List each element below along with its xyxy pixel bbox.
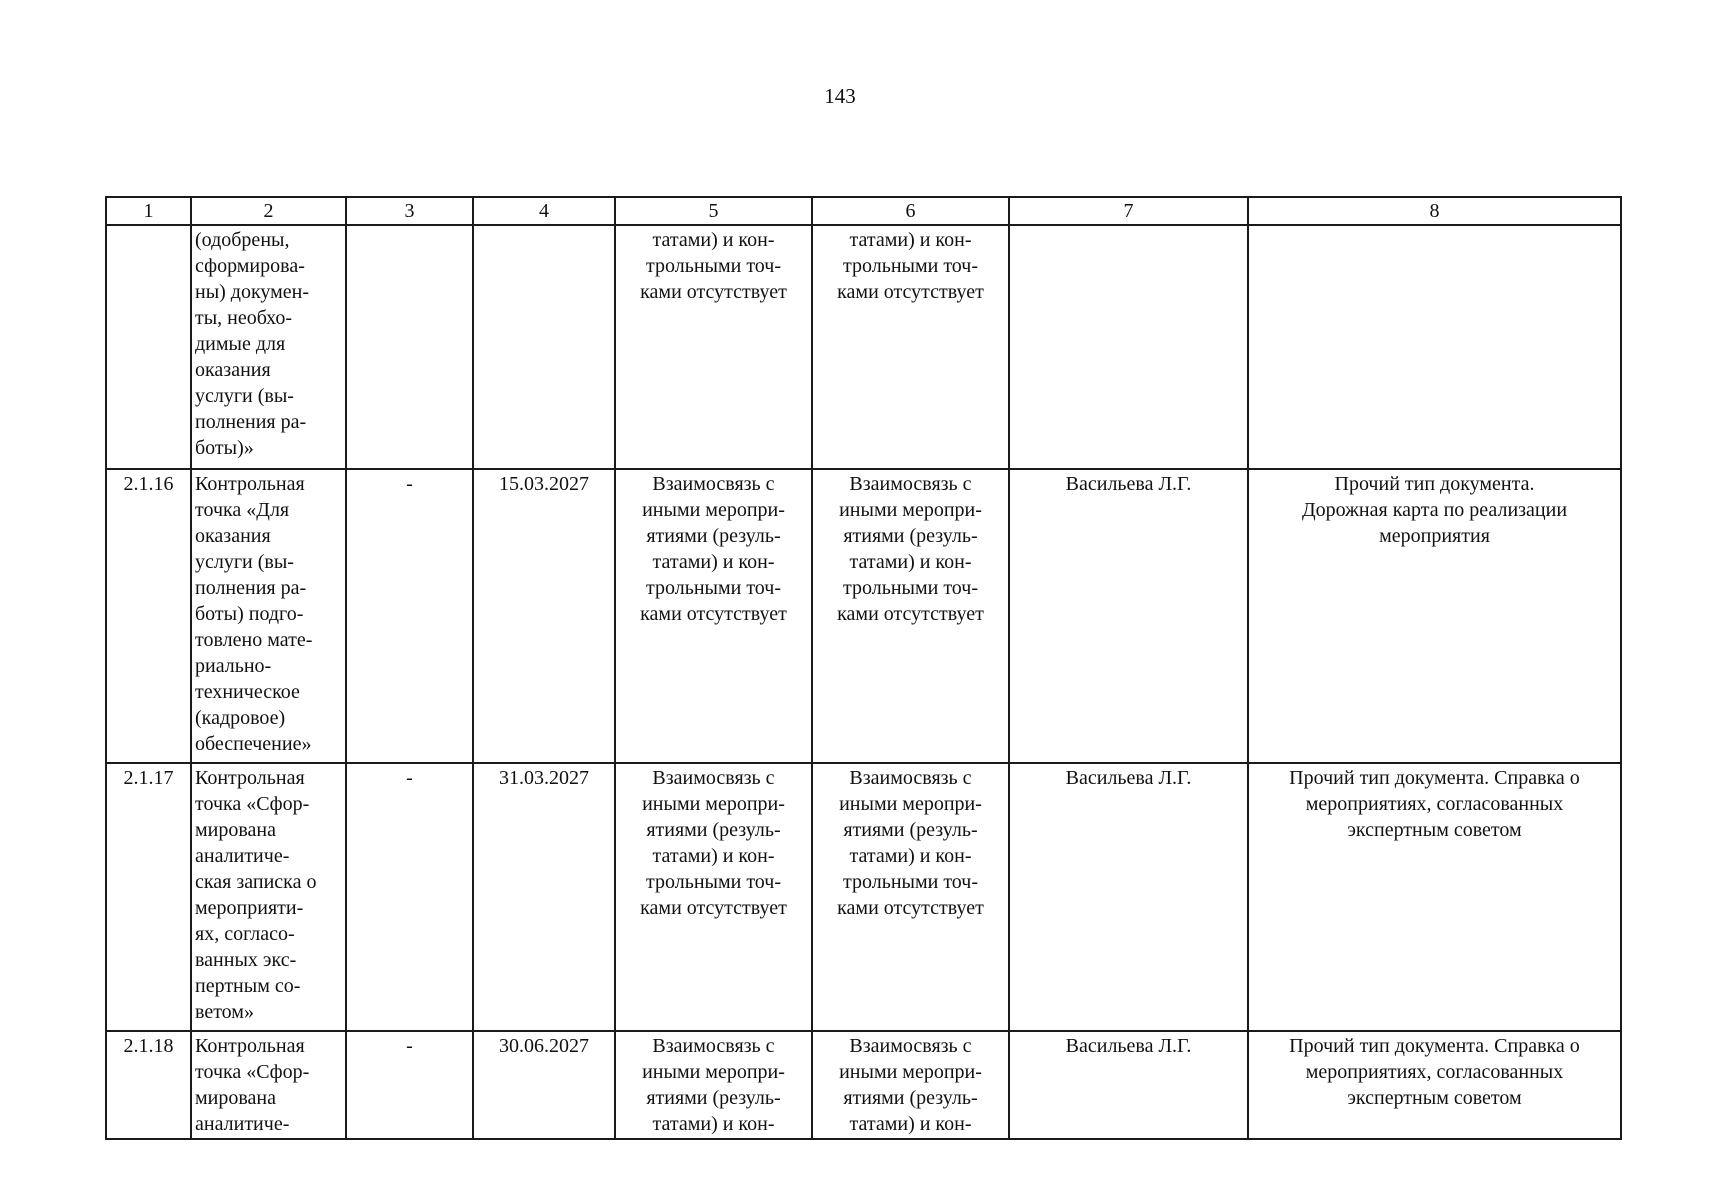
header-col-7: 7 [1009,197,1248,225]
row-number: 2.1.17 [106,763,191,1031]
predecessor-links: татами) и кон- трольными точ- ками отсутствует [615,225,812,469]
header-col-5: 5 [615,197,812,225]
header-col-6: 6 [812,197,1009,225]
deadline-date [473,225,615,469]
predecessor-links: Взаимосвязь с иными меропри- ятиями (резуль- татами) и кон- трольными точ- ками отсутствует [615,469,812,763]
table-row [106,763,1621,1031]
header-col-3: 3 [346,197,473,225]
deadline-date: 15.03.2027 [473,469,615,763]
header-col-8: 8 [1248,197,1621,225]
responsible-person: Васильева Л.Г. [1009,763,1248,1031]
measure-name: Контрольная точка «Сфор- мирована аналитиче- [191,1031,346,1139]
header-col-2: 2 [191,197,346,225]
document-type [1248,225,1621,469]
successor-links: Взаимосвязь с иными меропри- ятиями (резуль- татами) и кон- трольными точ- ками отсутствует [812,763,1009,1031]
successor-links: Взаимосвязь с иными меропри- ятиями (резуль- татами) и кон- трольными точ- ками отсутствует [812,469,1009,763]
header-col-1: 1 [106,197,191,225]
deadline-date: 31.03.2027 [473,763,615,1031]
header-col-4: 4 [473,197,615,225]
table-row [106,1031,1621,1139]
predecessor-links: Взаимосвязь с иными меропри- ятиями (резуль- татами) и кон- трольными точ- ками отсутствует [615,763,812,1031]
row-number: 2.1.16 [106,469,191,763]
document-type: Прочий тип документа. Дорожная карта по реализации мероприятия [1248,469,1621,763]
base-value: - [346,469,473,763]
base-value: - [346,763,473,1031]
document-type: Прочий тип документа. Справка о мероприятиях, согласованных экспертным советом [1248,763,1621,1031]
responsible-person: Васильева Л.Г. [1009,1031,1248,1139]
predecessor-links: Взаимосвязь с иными меропри- ятиями (резуль- татами) и кон- [615,1031,812,1139]
document-type: Прочий тип документа. Справка о мероприятиях, согласованных экспертным советом [1248,1031,1621,1139]
successor-links: Взаимосвязь с иными меропри- ятиями (резуль- татами) и кон- [812,1031,1009,1139]
successor-links: татами) и кон- трольными точ- ками отсутствует [812,225,1009,469]
table-header-row [106,197,1621,225]
deadline-date: 30.06.2027 [473,1031,615,1139]
base-value: - [346,1031,473,1139]
measure-name: Контрольная точка «Сфор- мирована аналитиче- ская записка о мероприяти- ях, согласо- ванных экс- пертным со- ветом» [191,763,346,1031]
table-row [106,225,1621,469]
table-row [106,469,1621,763]
row-number [106,225,191,469]
responsible-person: Васильева Л.Г. [1009,469,1248,763]
page-number: 143 [824,84,856,108]
measure-name: Контрольная точка «Для оказания услуги (вы- полнения ра- боты) подго- товлено мате- риально- техническое (кадровое) обеспечение» [191,469,346,763]
responsible-person [1009,225,1248,469]
base-value [346,225,473,469]
row-number: 2.1.18 [106,1031,191,1139]
plan-table [105,196,1622,1140]
measure-name: (одобрены, сформирова- ны) докумен- ты, необхо- димые для оказания услуги (вы- полнения ра- боты)» [191,225,346,469]
